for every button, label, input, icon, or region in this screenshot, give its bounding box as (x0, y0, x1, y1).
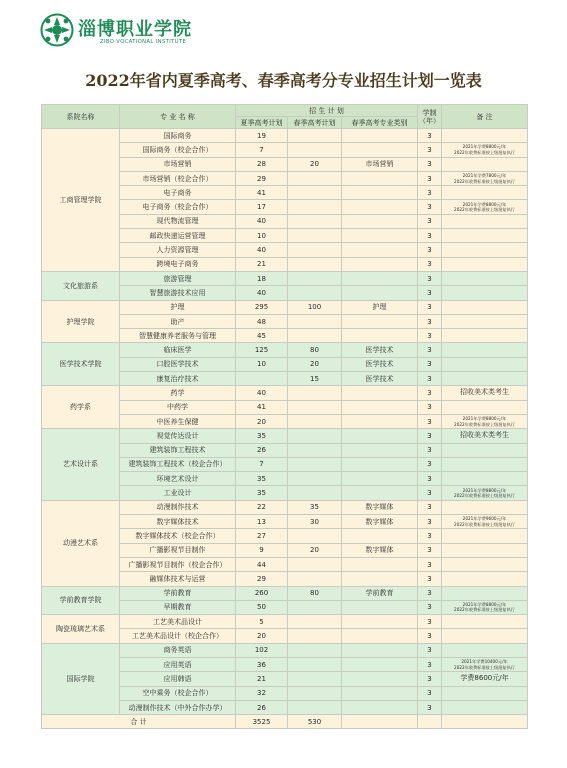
note-cell (442, 372, 528, 386)
spring-category-cell: 数字媒体 (342, 500, 418, 514)
major-name-cell: 商务英语 (120, 643, 236, 657)
summer-plan-cell: 13 (236, 515, 288, 529)
spring-plan-cell (288, 243, 342, 257)
note-cell (442, 186, 528, 200)
summer-plan-cell: 10 (236, 229, 288, 243)
spring-category-cell (342, 186, 418, 200)
major-name-cell: 中医养生保健 (120, 414, 236, 428)
spring-plan-cell: 100 (288, 300, 342, 314)
major-name-cell: 动漫制作技术 (120, 500, 236, 514)
note-cell (442, 329, 528, 343)
summer-plan-cell: 26 (236, 700, 288, 714)
summer-plan-cell: 9 (236, 543, 288, 557)
major-name-cell: 电子商务（校企合作） (120, 200, 236, 214)
spring-category-cell: 学前教育 (342, 586, 418, 600)
total-label: 合 计 (42, 715, 236, 729)
summer-plan-cell: 35 (236, 486, 288, 500)
note-cell (442, 686, 528, 700)
spring-plan-cell (288, 143, 342, 157)
summer-plan-cell: 40 (236, 286, 288, 300)
summer-plan-cell: 125 (236, 343, 288, 357)
spring-category-cell (342, 171, 418, 185)
table-row (42, 586, 528, 600)
major-name-cell: 跨境电子商务 (120, 257, 236, 271)
spring-plan-cell (288, 129, 342, 143)
years-cell: 3 (418, 386, 442, 400)
years-cell: 3 (418, 529, 442, 543)
spring-category-cell (342, 314, 418, 328)
spring-plan-cell (288, 472, 342, 486)
table-row (42, 343, 528, 357)
summer-plan-cell: 35 (236, 472, 288, 486)
spring-plan-cell: 80 (288, 343, 342, 357)
spring-plan-cell (288, 672, 342, 686)
spring-category-cell: 医学技术 (342, 343, 418, 357)
summer-plan-cell: 7 (236, 143, 288, 157)
note-cell (442, 357, 528, 371)
spring-category-cell (342, 229, 418, 243)
years-cell: 3 (418, 443, 442, 457)
note-cell: 2021年学费9600元/年 2022年收费标准按上级批复执行 (442, 515, 528, 529)
note-cell: 招收美术类考生 (442, 429, 528, 443)
spring-plan-cell (288, 271, 342, 285)
years-cell: 3 (418, 629, 442, 643)
major-name-cell: 中药学 (120, 400, 236, 414)
summer-plan-cell: 19 (236, 129, 288, 143)
spring-category-cell (342, 129, 418, 143)
years-cell: 3 (418, 300, 442, 314)
major-name-cell: 工艺美术品设计（校企合作） (120, 629, 236, 643)
major-name-cell: 环境艺术设计 (120, 472, 236, 486)
spring-category-cell (342, 657, 418, 671)
spring-category-cell (342, 329, 418, 343)
major-name-cell: 智慧旅游技术应用 (120, 286, 236, 300)
spring-plan-cell (288, 171, 342, 185)
spring-plan-cell (288, 429, 342, 443)
major-name-cell: 学前教育 (120, 586, 236, 600)
major-name-cell: 电子商务 (120, 186, 236, 200)
spring-category-cell (342, 386, 418, 400)
note-cell (442, 443, 528, 457)
note-cell (442, 615, 528, 629)
spring-category-cell (342, 572, 418, 586)
years-cell: 3 (418, 643, 442, 657)
years-cell: 3 (418, 543, 442, 557)
major-name-cell: 护理 (120, 300, 236, 314)
note-cell: 招收美术类考生 (442, 386, 528, 400)
major-name-cell: 视觉传达设计 (120, 429, 236, 443)
spring-plan-cell (288, 615, 342, 629)
summer-plan-cell: 21 (236, 672, 288, 686)
major-name-cell: 国际商务 (120, 129, 236, 143)
years-cell: 3 (418, 457, 442, 471)
spring-plan-cell (288, 643, 342, 657)
summer-plan-cell: 260 (236, 586, 288, 600)
spring-category-cell: 数字媒体 (342, 543, 418, 557)
major-name-cell: 市场营销（校企合作） (120, 171, 236, 185)
dept-name-cell: 药学系 (42, 386, 120, 429)
spring-plan-cell (288, 600, 342, 614)
years-cell: 3 (418, 329, 442, 343)
summer-plan-cell: 26 (236, 443, 288, 457)
major-name-cell: 建筑装饰工程技术 (120, 443, 236, 457)
major-name-cell: 融媒体技术与运营 (120, 572, 236, 586)
spring-category-cell (342, 472, 418, 486)
note-cell (442, 557, 528, 571)
spring-category-cell (342, 615, 418, 629)
note-cell (442, 214, 528, 228)
note-cell (442, 700, 528, 714)
note-cell (442, 529, 528, 543)
spring-plan-cell (288, 629, 342, 643)
header-plan-group: 招 生 计 划 (236, 105, 418, 117)
summer-plan-cell: 36 (236, 657, 288, 671)
dept-name-cell: 动漫艺术系 (42, 500, 120, 586)
dept-name-cell: 医学技术学院 (42, 343, 120, 386)
summer-plan-cell: 5 (236, 615, 288, 629)
spring-plan-cell (288, 529, 342, 543)
spring-plan-cell (288, 443, 342, 457)
years-cell: 3 (418, 286, 442, 300)
college-name-en: ZIBO VOCATIONAL INSTITUTE (100, 39, 187, 45)
summer-plan-cell: 41 (236, 186, 288, 200)
years-cell: 3 (418, 600, 442, 614)
note-cell: 2021年学费8800元/年 2022年收费标准按上级批复执行 (442, 414, 528, 428)
college-emblem-icon (40, 13, 74, 47)
note-cell (442, 243, 528, 257)
spring-plan-cell (288, 700, 342, 714)
header-spring-cat: 春季高考专业类别 (342, 117, 418, 129)
spring-category-cell (342, 429, 418, 443)
major-name-cell: 智慧健康养老服务与管理 (120, 329, 236, 343)
note-cell (442, 643, 528, 657)
summer-plan-cell: 48 (236, 314, 288, 328)
enrollment-plan-table (41, 104, 528, 729)
major-name-cell: 旅游管理 (120, 271, 236, 285)
spring-plan-cell (288, 229, 342, 243)
summer-plan-cell: 50 (236, 600, 288, 614)
header-summer: 夏季高考计划 (236, 117, 288, 129)
note-cell: 学费8600元/年 (442, 672, 528, 686)
total-row (42, 715, 528, 729)
note-cell: 2021年学费10400元/年 2022年收费标准按上级批复执行 (442, 657, 528, 671)
spring-plan-cell (288, 557, 342, 571)
summer-plan-cell: 32 (236, 686, 288, 700)
page-title: 2022年省内夏季高考、春季高考分专业招生计划一览表 (85, 71, 482, 90)
dept-name-cell: 陶瓷琉璃艺术系 (42, 615, 120, 644)
summer-plan-cell: 40 (236, 214, 288, 228)
summer-plan-cell: 10 (236, 357, 288, 371)
note-cell (442, 229, 528, 243)
major-name-cell: 数字媒体技术 (120, 515, 236, 529)
table-row (42, 500, 528, 514)
years-cell: 3 (418, 129, 442, 143)
note-cell (442, 500, 528, 514)
spring-category-cell (342, 257, 418, 271)
summer-plan-cell: 295 (236, 300, 288, 314)
years-cell: 3 (418, 472, 442, 486)
spring-plan-cell (288, 686, 342, 700)
note-cell (442, 629, 528, 643)
spring-plan-cell (288, 286, 342, 300)
total-empty-cell (418, 715, 442, 729)
note-cell (442, 586, 528, 600)
spring-plan-cell (288, 257, 342, 271)
note-cell (442, 271, 528, 285)
header-major: 专 业 名 称 (120, 105, 236, 129)
summer-plan-cell: 102 (236, 643, 288, 657)
spring-plan-cell (288, 486, 342, 500)
table-row (42, 429, 528, 443)
major-name-cell: 市场营销 (120, 157, 236, 171)
header-years: 学制 （年） (418, 105, 442, 129)
note-cell: 2021年学费7800元/年 2022年收费标准按上级批复执行 (442, 171, 528, 185)
years-cell: 3 (418, 515, 442, 529)
spring-category-cell (342, 672, 418, 686)
note-cell (442, 300, 528, 314)
major-name-cell: 人力资源管理 (120, 243, 236, 257)
college-name-cn: 淄博职业学院 (78, 19, 192, 40)
spring-category-cell (342, 400, 418, 414)
note-cell (442, 257, 528, 271)
years-cell: 3 (418, 314, 442, 328)
major-name-cell: 现代物流管理 (120, 214, 236, 228)
note-cell (442, 543, 528, 557)
spring-category-cell (342, 443, 418, 457)
summer-plan-cell: 44 (236, 557, 288, 571)
summer-plan-cell: 7 (236, 457, 288, 471)
major-name-cell: 助产 (120, 314, 236, 328)
major-name-cell: 口腔医学技术 (120, 357, 236, 371)
summer-plan-cell: 40 (236, 386, 288, 400)
summer-plan-cell: 40 (236, 243, 288, 257)
years-cell: 3 (418, 572, 442, 586)
total-empty-cell (342, 715, 418, 729)
spring-category-cell (342, 414, 418, 428)
spring-category-cell: 医学技术 (342, 357, 418, 371)
total-empty-cell (442, 715, 528, 729)
note-cell: 2021年学费8800元/年 2022年收费标准按上级批复执行 (442, 600, 528, 614)
summer-plan-cell: 45 (236, 329, 288, 343)
years-cell: 3 (418, 157, 442, 171)
note-cell (442, 286, 528, 300)
major-name-cell: 国际商务（校企合作） (120, 143, 236, 157)
summer-plan-cell: 18 (236, 271, 288, 285)
spring-category-cell (342, 200, 418, 214)
spring-plan-cell (288, 214, 342, 228)
dept-name-cell: 文化旅游系 (42, 271, 120, 300)
years-cell: 3 (418, 429, 442, 443)
years-cell: 3 (418, 400, 442, 414)
major-name-cell: 广播影视节目制作 (120, 543, 236, 557)
header-note: 备 注 (442, 105, 528, 129)
table-body (42, 129, 528, 729)
years-cell: 3 (418, 557, 442, 571)
note-cell: 2021年学费8800元/年 2022年收费标准按上级批复执行 (442, 486, 528, 500)
years-cell: 3 (418, 257, 442, 271)
note-cell (442, 343, 528, 357)
dept-name-cell: 工商管理学院 (42, 129, 120, 272)
major-name-cell: 应用英语 (120, 657, 236, 671)
years-cell: 3 (418, 200, 442, 214)
note-cell (442, 472, 528, 486)
years-cell: 3 (418, 229, 442, 243)
table-row (42, 271, 528, 285)
summer-plan-cell: 17 (236, 200, 288, 214)
header-dept: 系院名称 (42, 105, 120, 129)
spring-category-cell: 护理 (342, 300, 418, 314)
table-row (42, 386, 528, 400)
spring-category-cell: 数字媒体 (342, 515, 418, 529)
spring-category-cell (342, 457, 418, 471)
spring-plan-cell: 35 (288, 500, 342, 514)
years-cell: 3 (418, 243, 442, 257)
major-name-cell: 建筑装饰工程技术（校企合作） (120, 457, 236, 471)
summer-plan-cell: 29 (236, 171, 288, 185)
major-name-cell: 工业设计 (120, 486, 236, 500)
major-name-cell: 数字媒体技术（校企合作） (120, 529, 236, 543)
years-cell: 3 (418, 700, 442, 714)
spring-plan-cell (288, 657, 342, 671)
spring-plan-cell (288, 314, 342, 328)
years-cell: 3 (418, 271, 442, 285)
major-name-cell: 广播影视节目制作（校企合作） (120, 557, 236, 571)
spring-category-cell (342, 629, 418, 643)
years-cell: 3 (418, 214, 442, 228)
summer-plan-cell: 27 (236, 529, 288, 543)
spring-category-cell: 医学技术 (342, 372, 418, 386)
spring-plan-cell (288, 200, 342, 214)
major-name-cell: 应用韩语 (120, 672, 236, 686)
years-cell: 3 (418, 686, 442, 700)
note-cell (442, 400, 528, 414)
spring-category-cell (342, 643, 418, 657)
dept-name-cell: 护理学院 (42, 300, 120, 343)
summer-plan-cell: 35 (236, 429, 288, 443)
spring-category-cell (342, 600, 418, 614)
years-cell: 3 (418, 343, 442, 357)
years-cell: 3 (418, 186, 442, 200)
major-name-cell: 临床医学 (120, 343, 236, 357)
spring-category-cell (342, 143, 418, 157)
summer-plan-cell: 28 (236, 157, 288, 171)
spring-plan-cell: 20 (288, 357, 342, 371)
years-cell: 3 (418, 372, 442, 386)
note-cell: 2021年学费8800元/年 2022年收费标准按上级批复执行 (442, 143, 528, 157)
spring-plan-cell: 15 (288, 372, 342, 386)
major-name-cell: 早期教育 (120, 600, 236, 614)
spring-plan-cell (288, 386, 342, 400)
note-cell (442, 314, 528, 328)
spring-category-cell (342, 686, 418, 700)
years-cell: 3 (418, 414, 442, 428)
years-cell: 3 (418, 357, 442, 371)
spring-category-cell (342, 286, 418, 300)
years-cell: 3 (418, 586, 442, 600)
years-cell: 3 (418, 672, 442, 686)
note-cell (442, 572, 528, 586)
years-cell: 3 (418, 143, 442, 157)
spring-category-cell (342, 529, 418, 543)
header-spring: 春季高考计划 (288, 117, 342, 129)
years-cell: 3 (418, 486, 442, 500)
major-name-cell: 动漫制作技术（中外合作办学） (120, 700, 236, 714)
spring-plan-cell (288, 186, 342, 200)
summer-plan-cell: 41 (236, 400, 288, 414)
years-cell: 3 (418, 171, 442, 185)
spring-plan-cell (288, 400, 342, 414)
years-cell: 3 (418, 500, 442, 514)
note-cell: 2021年学费8800元/年 2022年收费标准按上级批复执行 (442, 200, 528, 214)
spring-plan-cell: 30 (288, 515, 342, 529)
spring-plan-cell (288, 457, 342, 471)
table-row (42, 643, 528, 657)
table-row (42, 300, 528, 314)
dept-name-cell: 国际学院 (42, 643, 120, 714)
major-name-cell: 工艺美术品设计 (120, 615, 236, 629)
summer-plan-cell: 20 (236, 629, 288, 643)
spring-category-cell: 市场营销 (342, 157, 418, 171)
spring-plan-cell: 20 (288, 157, 342, 171)
table-row (42, 615, 528, 629)
spring-category-cell (342, 486, 418, 500)
spring-category-cell (342, 271, 418, 285)
note-cell (442, 129, 528, 143)
spring-plan-cell: 20 (288, 543, 342, 557)
years-cell: 3 (418, 615, 442, 629)
spring-plan-cell (288, 572, 342, 586)
spring-category-cell (342, 700, 418, 714)
summer-plan-cell: 20 (236, 414, 288, 428)
years-cell: 3 (418, 657, 442, 671)
spring-plan-cell: 80 (288, 586, 342, 600)
total-spring: 530 (288, 715, 342, 729)
dept-name-cell: 艺术设计系 (42, 429, 120, 500)
summer-plan-cell: 29 (236, 572, 288, 586)
spring-plan-cell (288, 329, 342, 343)
major-name-cell: 邮政快递运营管理 (120, 229, 236, 243)
spring-category-cell (342, 243, 418, 257)
summer-plan-cell (236, 372, 288, 386)
major-name-cell: 药学 (120, 386, 236, 400)
major-name-cell: 空中乘务（校企合作） (120, 686, 236, 700)
dept-name-cell: 学前教育学院 (42, 586, 120, 615)
note-cell (442, 457, 528, 471)
spring-category-cell (342, 557, 418, 571)
spring-category-cell (342, 214, 418, 228)
table-row (42, 129, 528, 143)
summer-plan-cell: 21 (236, 257, 288, 271)
major-name-cell: 康复治疗技术 (120, 372, 236, 386)
note-cell (442, 157, 528, 171)
spring-plan-cell (288, 414, 342, 428)
summer-plan-cell: 22 (236, 500, 288, 514)
total-summer: 3525 (236, 715, 288, 729)
